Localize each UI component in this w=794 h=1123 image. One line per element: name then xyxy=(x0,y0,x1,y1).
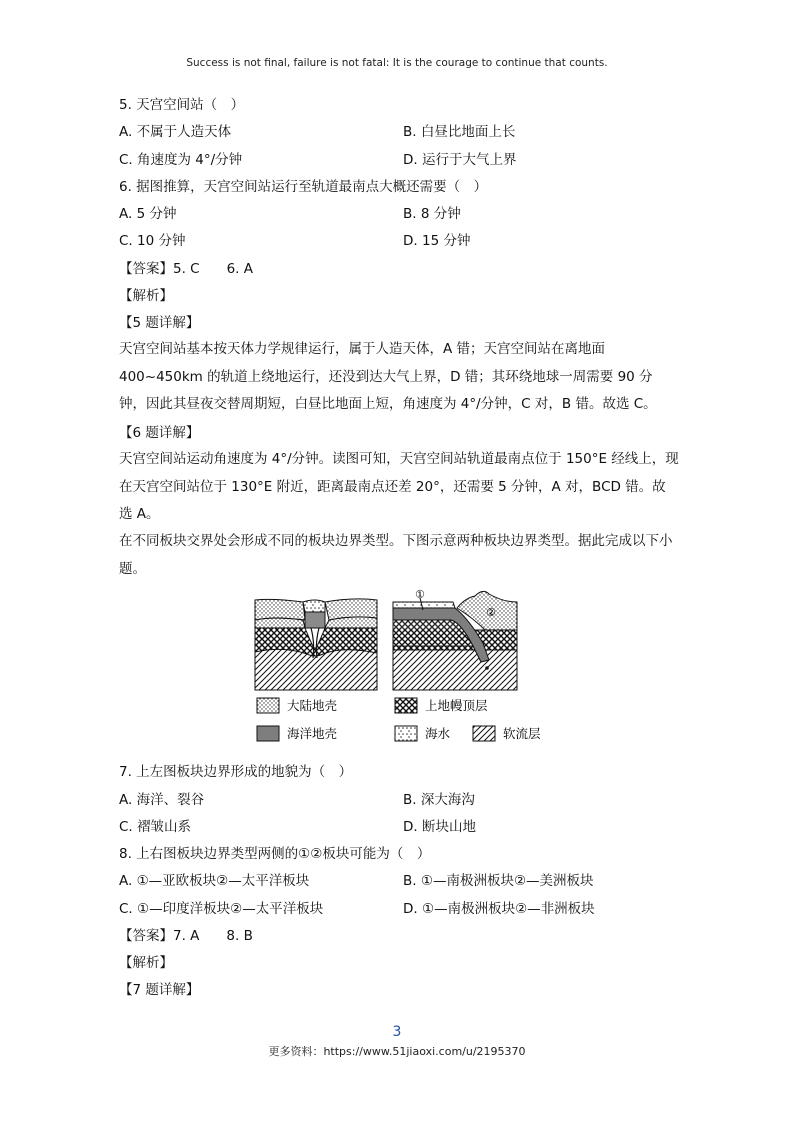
plate-boundary-figure xyxy=(253,588,543,757)
marker-2-label: ② xyxy=(486,606,496,619)
analysis-label-2: 【解析】 xyxy=(119,955,173,971)
footer-resource-link[interactable]: 更多资料：https://www.51jiaoxi.com/u/2195370 xyxy=(268,1045,526,1058)
q5-option-b: B. 白昼比地面上长 xyxy=(403,124,516,140)
detail-6-title: 【6 题详解】 xyxy=(119,425,200,441)
detail-5-text: 天宫空间站基本按天体力学规律运行，属于人造天体，A 错；天宫空间站在离地面 400~450km 的轨道上绕地运行，还没到达大气上界，D 错；其环绕地球一周需要 90 分钟，因此其昼夜交替周期短，白昼比地面上短，角速度为 4°/分钟，C 对，B 错。故选 C。 xyxy=(119,341,657,412)
q8-option-b: B. ①—南极洲板块②—美洲板块 xyxy=(403,873,594,889)
q6-option-d: D. 15 分钟 xyxy=(403,233,471,249)
q7-option-c: C. 褶皱山系 xyxy=(119,819,192,835)
detail-7-title: 【7 题详解】 xyxy=(119,982,200,998)
analysis-label: 【解析】 xyxy=(119,288,173,304)
legend-continental-crust: 大陆地壳 xyxy=(287,698,338,713)
legend-upper-mantle: 上地幔顶层 xyxy=(425,698,488,713)
q8-option-c: C. ①—印度洋板块②—太平洋板块 xyxy=(119,901,324,917)
marker-1-label: ① xyxy=(415,588,425,601)
q6-option-c: C. 10 分钟 xyxy=(119,233,186,249)
q8-option-a: A. ①—亚欧板块②—太平洋板块 xyxy=(119,873,310,889)
q7-option-a: A. 海洋、裂谷 xyxy=(119,792,205,808)
detail-5-title: 【5 题详解】 xyxy=(119,315,200,331)
detail-6-text: 天宫空间站运动角速度为 4°/分钟。读图可知，天宫空间站轨道最南点位于 150°E 经线上，现在天宫空间站位于 130°E 附近，距离最南点还差 20°，还需要 5 分钟，A 对，BCD 错。故选 A。 xyxy=(119,451,679,522)
q5-option-a: A. 不属于人造天体 xyxy=(119,124,232,140)
q7-option-d: D. 断块山地 xyxy=(403,819,476,835)
q5-option-d: D. 运行于大气上界 xyxy=(403,152,517,168)
answer-q5-q6: 【答案】5. C 6. A xyxy=(119,261,254,277)
legend-oceanic-crust: 海洋地壳 xyxy=(287,726,338,741)
left-boundary-diagram xyxy=(255,599,377,690)
q5-option-c: C. 角速度为 4°/分钟 xyxy=(119,152,243,168)
right-boundary-diagram xyxy=(393,588,517,690)
legend-asthenosphere: 软流层 xyxy=(503,726,541,741)
q6-option-a: A. 5 分钟 xyxy=(119,206,177,222)
page-header-motto: Success is not final, failure is not fatal: It is the courage to continue that counts. xyxy=(186,57,608,69)
question-8-stem: 8. 上右图板块边界类型两侧的①②板块可能为（ ） xyxy=(119,846,431,862)
figure-legend xyxy=(257,698,541,741)
q6-option-b: B. 8 分钟 xyxy=(403,206,461,222)
intro-text: 在不同板块交界处会形成不同的板块边界类型。下图示意两种板块边界类型。据此完成以下小题。 xyxy=(119,533,673,577)
question-6-stem: 6. 据图推算，天宫空间站运行至轨道最南点大概还需要（ ） xyxy=(119,179,488,195)
answer-q7-q8: 【答案】7. A 8. B xyxy=(119,928,253,944)
question-7-stem: 7. 上左图板块边界形成的地貌为（ ） xyxy=(119,764,353,780)
question-5-stem: 5. 天宫空间站（ ） xyxy=(119,97,245,113)
q7-option-b: B. 深大海沟 xyxy=(403,792,475,808)
legend-seawater: 海水 xyxy=(425,726,451,741)
q8-option-d: D. ①—南极洲板块②—非洲板块 xyxy=(403,901,595,917)
page-number: 3 xyxy=(392,1024,402,1040)
